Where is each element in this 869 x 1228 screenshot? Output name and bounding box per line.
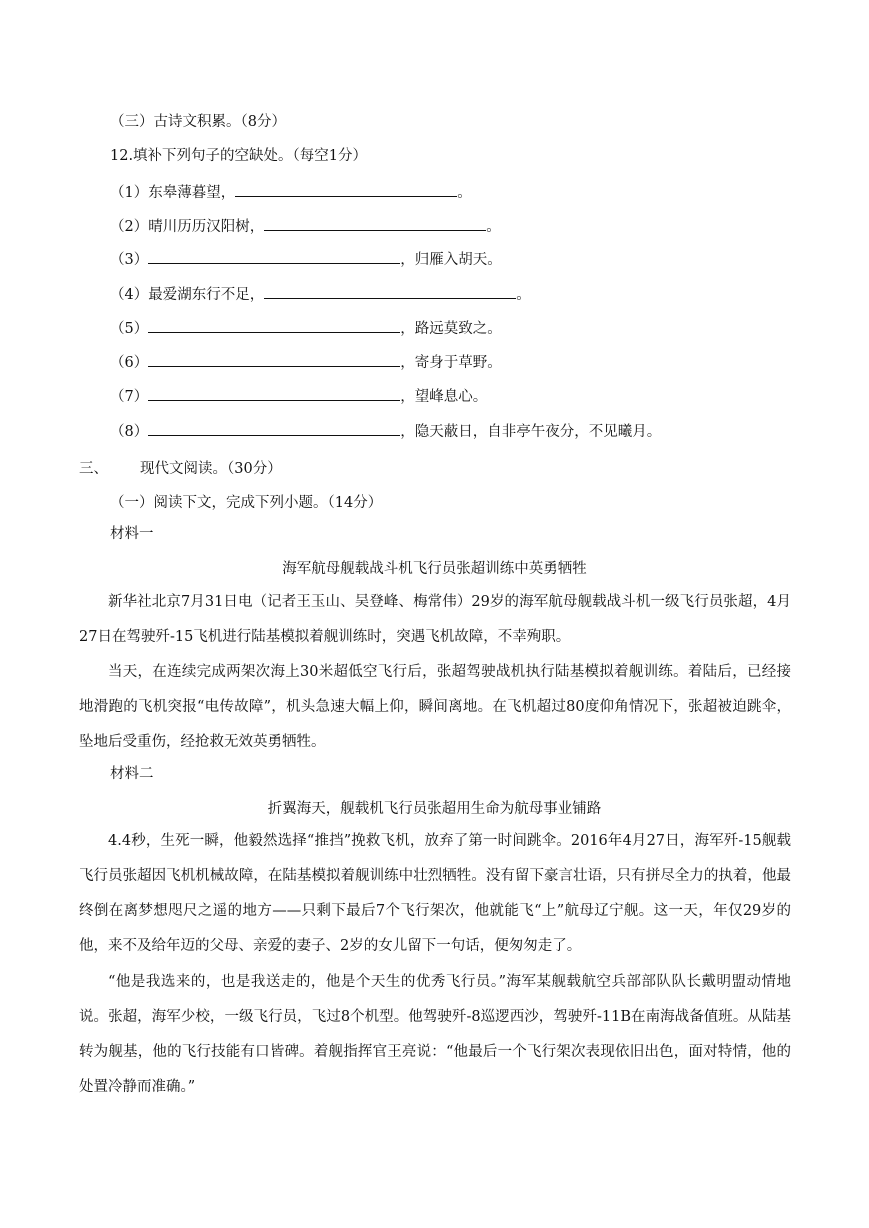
section-heading: （三）古诗文积累。（8分）	[110, 114, 286, 130]
article-paragraph: 当天，在连续完成两架次海上30米超低空飞行后，张超驾驶战机执行陆基模拟着舰训练。着陆后，已经接地滑跑的飞机突报“电传故障”，机头急速大幅上仰，瞬间离地。在飞机超过80度仰角情况下，张超被迫跳伞，坠地后受重伤，经抢救无效英勇牺牲。	[79, 664, 791, 750]
material-label-1: 材料一	[110, 526, 154, 542]
blank-item-4: （4）最爱湖东行不足， 。	[110, 283, 531, 305]
part-heading	[79, 459, 282, 479]
answer-blank[interactable]	[148, 385, 400, 401]
answer-blank[interactable]	[148, 420, 400, 436]
answer-blank[interactable]	[148, 248, 400, 264]
article-paragraph: “他是我选来的，也是我送走的，他是个天生的优秀飞行员。”海军某舰载航空兵部部队队长戴明盟动情地说。张超，海军少校，一级飞行员，飞过8个机型。他驾驶歼-8巡逻西沙，驾驶歼-11B在南海战备值班。从陆基转为舰基，他的飞行技能有口皆碑。着舰指挥官王亮说：“他最后一个飞行架次表现依旧出色，面对特情，他的处置冷静而准确。”	[79, 974, 791, 1095]
answer-blank[interactable]	[148, 317, 400, 333]
question-prompt: 12.填补下列句子的空缺处。（每空1分）	[110, 148, 368, 164]
blank-item-1: （1）东皋薄暮望， 。	[110, 181, 472, 203]
part-title: 现代文阅读。（30分）	[140, 461, 282, 477]
answer-blank[interactable]	[264, 215, 486, 231]
blank-item-8: （8） ，隐天蔽日，自非亭午夜分，不见曦月。	[110, 420, 661, 442]
material-label-2: 材料二	[110, 766, 154, 782]
blank-item-5: （5） ，路远莫致之。	[110, 317, 502, 339]
blank-item-3: （3） ，归雁入胡天。	[110, 248, 502, 270]
blank-item-2: （2）晴川历历汉阳树， 。	[110, 215, 501, 237]
article-paragraph: 新华社北京7月31日电（记者王玉山、吴登峰、梅常伟）29岁的海军航母舰载战斗机一级飞行员张超，4月27日在驾驶歼-15飞机进行陆基模拟着舰训练时，突遇飞机故障，不幸殉职。	[79, 594, 791, 645]
answer-blank[interactable]	[148, 351, 400, 367]
article-title-1: 海军航母舰载战斗机飞行员张超训练中英勇牺牲	[282, 561, 587, 577]
answer-blank[interactable]	[264, 283, 516, 299]
blank-item-7: （7） ，望峰息心。	[110, 385, 487, 407]
blank-item-6: （6） ，寄身于草野。	[110, 351, 502, 373]
part-number: 三、	[79, 461, 108, 477]
article-title-2: 折翼海天，舰载机飞行员张超用生命为航母事业铺路	[267, 801, 602, 817]
sub-heading: （一）阅读下文，完成下列小题。（14分）	[110, 495, 383, 511]
answer-blank[interactable]	[235, 181, 457, 197]
article-paragraph: 4.4秒，生死一瞬，他毅然选择“推挡”挽救飞机，放弃了第一时间跳伞。2016年4月27日，海军歼-15舰载飞行员张超因飞机机械故障，在陆基模拟着舰训练中壮烈牺牲。没有留下豪言壮语，只有拼尽全力的执着，他最终倒在离梦想咫尺之遥的地方——只剩下最后7个飞行架次，他就能飞“上”航母辽宁舰。这一天，年仅29岁的他，来不及给年迈的父母、亲爱的妻子、2岁的女儿留下一句话，便匆匆走了。	[79, 833, 791, 954]
